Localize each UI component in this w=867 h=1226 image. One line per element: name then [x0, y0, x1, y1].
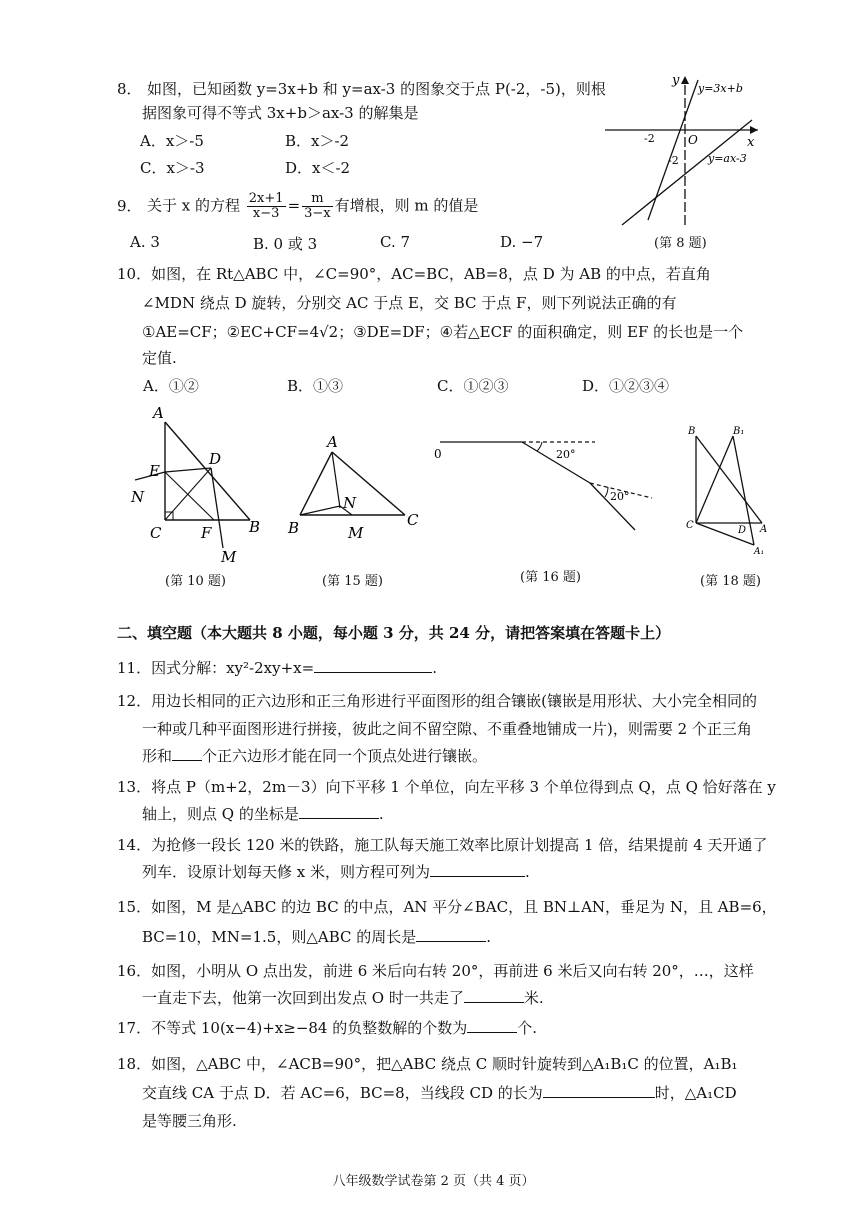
- label-a1: A₁: [754, 547, 765, 557]
- x-tick-label: -2: [644, 132, 655, 145]
- y-axis-label: y: [672, 73, 680, 88]
- question-number: 18．: [117, 1055, 152, 1073]
- option-c: C. 7: [380, 233, 411, 251]
- question-text: 为抢修一段长 120 米的铁路，施工队每天施工效率比原计划提高 1 倍，结果提前 4 天开通了: [151, 836, 768, 854]
- label-e: E: [149, 462, 160, 480]
- question-number: 13．: [117, 778, 152, 796]
- question-text-end: 有增根，则 m 的值是: [334, 196, 479, 215]
- label-c: C: [150, 524, 162, 542]
- question-12-line3: 形和 个正六边形才能在同一个顶点处进行镶嵌。: [142, 747, 488, 765]
- question-16-line2: 一直走下去，他第一次回到出发点 O 时一共走了 米.: [142, 989, 544, 1007]
- question-10-line2: ∠MDN 绕点 D 旋转，分别交 AC 于点 E，交 BC 于点 F，则下列说法正确的有: [142, 294, 677, 312]
- question-text: 用边长相同的正六边形和正三角形进行平面图形的组合镶嵌(镶嵌是用形状、大小完全相同的: [151, 692, 757, 710]
- origin-label: 0: [434, 447, 442, 461]
- option-d: D. −7: [500, 233, 544, 251]
- equals-sign: =: [287, 196, 301, 215]
- label-m: M: [221, 548, 237, 565]
- caption-q15: (第 15 题): [322, 574, 383, 589]
- caption-q18: (第 18 题): [700, 574, 761, 589]
- label-c: C: [686, 520, 694, 531]
- origin-label: O: [688, 133, 698, 147]
- question-text: 如图，小明从 O 点出发，前进 6 米后向右转 20°，再前进 6 米后又向右转 20°，…，这样: [151, 962, 754, 980]
- question-12: [117, 690, 757, 712]
- answer-blank[interactable]: [299, 804, 379, 819]
- line2-label: y=ax-3: [708, 152, 747, 165]
- caption-q16: (第 16 题): [520, 570, 581, 585]
- question-10-line4: 定值.: [142, 349, 177, 367]
- question-10-line3: ①AE=CF；②EC+CF=4√2；③DE=DF；④若△ECF 的面积确定，则 EF 的长也是一个: [142, 323, 744, 341]
- question-text: 如图，M 是△ABC 的边 BC 的中点，AN 平分∠BAC，且 BN⊥AN，垂足为 N，且 AB=6，: [151, 898, 777, 916]
- label-f: F: [201, 524, 212, 542]
- figure-q10: [125, 400, 275, 565]
- y-tick-label: -2: [668, 154, 679, 167]
- figure-q18: [678, 420, 778, 560]
- figure-q16: [430, 430, 660, 540]
- option-b: B．x＞-2: [285, 132, 350, 150]
- question-number: 17．: [117, 1019, 152, 1037]
- label-c: C: [407, 511, 419, 529]
- option-d: D．x＜-2: [285, 159, 351, 177]
- label-b: B: [688, 426, 696, 437]
- section-heading: 二、填空题（本大题共 8 小题，每小题 3 分，共 24 分，请把答案填在答题卡上）: [117, 624, 671, 642]
- question-14: [117, 834, 767, 856]
- question-9: [117, 192, 478, 221]
- answer-blank[interactable]: [464, 988, 524, 1003]
- label-d: D: [209, 450, 222, 468]
- question-number: 14．: [117, 836, 152, 854]
- label-d: D: [738, 525, 747, 536]
- question-18: [117, 1053, 738, 1075]
- answer-blank[interactable]: [430, 862, 525, 877]
- caption-q8: (第 8 题): [654, 236, 707, 251]
- option-b: B. 0 或 3: [253, 235, 318, 253]
- label-a: A: [153, 404, 164, 422]
- question-13: [117, 776, 776, 798]
- question-14-line2: 列车．设原计划每天修 x 米，则方程可列为 .: [142, 863, 530, 881]
- question-text: 关于 x 的方程: [147, 196, 240, 215]
- question-text: 不等式 10(x−4)+x≥−84 的负整数解的个数为: [151, 1019, 468, 1037]
- fraction-1: $\frac{2x+1}{x-3}$: [248, 191, 284, 221]
- question-number: 8．: [117, 80, 142, 98]
- option-d: D．①②③④: [582, 377, 670, 395]
- question-text: 将点 P（m+2，2m－3）向下平移 1 个单位，向左平移 3 个单位得到点 Q，点 Q 恰好落在 y: [151, 778, 776, 796]
- option-a: A. 3: [130, 233, 160, 251]
- label-b1: B₁: [733, 426, 745, 437]
- answer-blank[interactable]: [543, 1083, 655, 1098]
- angle-label-1: 20°: [556, 448, 576, 461]
- answer-blank[interactable]: [172, 746, 202, 761]
- figure-q8-graph: [600, 70, 765, 230]
- x-axis-label: x: [747, 135, 755, 150]
- page-footer: 八年级数学试卷第 2 页（共 4 页）: [332, 1174, 535, 1189]
- figure-q15: [280, 430, 430, 545]
- question-number: 15．: [117, 898, 152, 916]
- angle-label-2: 20°: [610, 490, 630, 503]
- question-18-line2: 交直线 CA 于点 D．若 AC=6，BC=8，当线段 CD 的长为 时，△A₁CD: [142, 1084, 737, 1102]
- label-a: A: [327, 433, 338, 451]
- answer-blank[interactable]: [467, 1018, 517, 1033]
- label-a: A: [760, 524, 768, 535]
- label-b: B: [288, 519, 300, 537]
- question-18-line3: 是等腰三角形.: [142, 1112, 237, 1130]
- label-n: N: [343, 494, 357, 512]
- label-m: M: [348, 524, 364, 542]
- question-15-line2: BC=10，MN=1.5，则△ABC 的周长是 .: [142, 928, 492, 946]
- line1-label: y=3x+b: [698, 82, 743, 95]
- answer-blank[interactable]: [416, 927, 486, 942]
- question-13-line2: 轴上，则点 Q 的坐标是 .: [142, 805, 384, 823]
- question-number: 12．: [117, 692, 152, 710]
- question-text: 如图，△ABC 中，∠ACB=90°，把△ABC 绕点 C 顺时针旋转到△A₁B₁C 的位置，A₁B₁: [151, 1055, 738, 1073]
- question-17: 17．不等式 10(x−4)+x≥−84 的负整数解的个数为 个.: [117, 1019, 538, 1037]
- option-a: A．①②: [143, 377, 199, 395]
- question-8-line2: 据图象可得不等式 3x+b＞ax-3 的解集是: [142, 104, 419, 122]
- question-10: [117, 263, 711, 285]
- question-number: 16．: [117, 962, 152, 980]
- fraction-2: $\frac{m}{3-x}$: [304, 191, 331, 221]
- option-b: B．①③: [287, 377, 344, 395]
- question-15: [117, 896, 777, 918]
- question-16: [117, 960, 754, 982]
- option-a: A．x＞-5: [140, 132, 204, 150]
- question-12-line2: 一种或几种平面图形进行拼接，彼此之间不留空隙、不重叠地铺成一片)，则需要 2 个正三角: [142, 720, 752, 738]
- question-number: 11．: [117, 659, 152, 677]
- option-c: C．①②③: [437, 377, 509, 395]
- question-8: [117, 78, 606, 100]
- option-c: C．x＞-3: [140, 159, 205, 177]
- question-number: 10．: [117, 265, 152, 283]
- label-b: B: [249, 518, 261, 536]
- question-number: 9．: [117, 196, 142, 215]
- question-text: 如图，在 Rt△ABC 中，∠C=90°，AC=BC，AB=8，点 D 为 AB 的中点，若直角: [151, 265, 711, 283]
- question-text: 因式分解：xy²-2xy+x=: [151, 659, 315, 677]
- question-text: 如图，已知函数 y=3x+b 和 y=ax-3 的图象交于点 P(-2，-5)，则根: [147, 80, 606, 98]
- answer-blank[interactable]: [314, 658, 432, 673]
- question-11: 11．因式分解：xy²-2xy+x= .: [117, 659, 437, 677]
- label-n: N: [131, 488, 145, 506]
- caption-q10: (第 10 题): [165, 574, 226, 589]
